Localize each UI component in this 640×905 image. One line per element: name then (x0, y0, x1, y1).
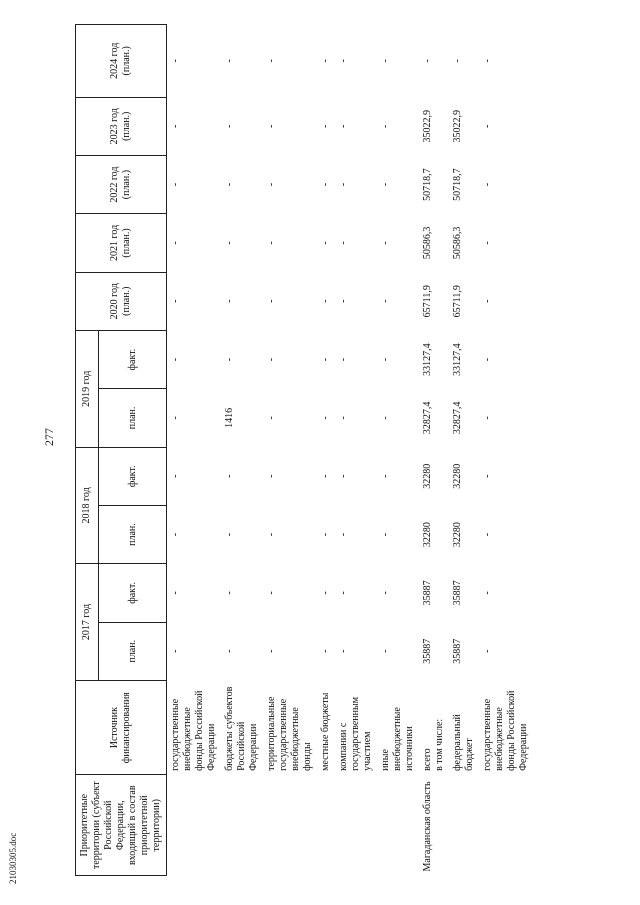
value-cell: 33127,4 (422, 343, 433, 376)
source-cell: иные внебюджетные источники (380, 707, 415, 771)
value-cell: - (482, 649, 493, 653)
value-cell: - (320, 532, 331, 537)
value-cell: - (380, 474, 391, 478)
value-cell: 32827,4 (422, 401, 433, 435)
header-year-2017: 2017 год (76, 564, 99, 681)
header-year-2018: 2018 год (76, 447, 99, 564)
value-cell: - (266, 649, 277, 653)
value-cell: - (338, 299, 349, 303)
value-cell: - (482, 182, 493, 187)
value-cell: - (380, 59, 391, 63)
header-2018-plan: план. (99, 505, 167, 563)
value-cell: 32280 (422, 522, 433, 548)
value-cell: - (224, 532, 235, 537)
value-cell: - (266, 532, 277, 537)
financing-table (75, 24, 533, 876)
value-cell: 35887 (452, 638, 463, 664)
value-cell: - (380, 416, 391, 420)
value-cell: 1416 (224, 407, 235, 428)
table-header (76, 25, 167, 876)
header-territory: Приоритетные территории (субъект Российской Федерации, входящий в состав приоритетной территории) (76, 775, 167, 876)
table-row (167, 25, 222, 876)
value-cell: - (320, 591, 331, 595)
header-source: Источник финансирования (76, 680, 167, 775)
value-cell: - (170, 649, 181, 653)
header-2018-fact: факт. (99, 447, 167, 505)
value-cell: - (224, 299, 235, 303)
table-row (317, 25, 335, 876)
value-cell: - (338, 532, 349, 537)
value-cell: - (338, 124, 349, 128)
document-id: 21030305.doc (8, 832, 18, 884)
table-row (263, 25, 317, 876)
value-cell: - (170, 182, 181, 187)
header-2019-plan: план. (99, 389, 167, 447)
value-cell: - (170, 124, 181, 128)
value-cell: - (224, 649, 235, 653)
header-2021-plan: 2021 год (план.) (76, 214, 167, 272)
table-row (419, 25, 449, 876)
value-cell: - (320, 474, 331, 478)
territory-cell (449, 775, 479, 876)
value-cell: - (170, 299, 181, 303)
table-row (221, 25, 263, 876)
territory-cell (479, 775, 533, 876)
value-cell: - (320, 182, 331, 187)
value-cell: - (224, 241, 235, 245)
header-2019-fact: факт. (99, 330, 167, 388)
value-cell: 35022,9 (422, 110, 433, 143)
value-cell: - (338, 591, 349, 595)
value-cell: - (224, 591, 235, 595)
value-cell: - (338, 182, 349, 187)
header-2023-plan: 2023 год (план.) (76, 97, 167, 155)
value-cell: - (380, 299, 391, 303)
value-cell: - (170, 416, 181, 420)
table-row (335, 25, 377, 876)
value-cell: - (482, 591, 493, 595)
value-cell: - (380, 649, 391, 653)
value-cell: - (266, 241, 277, 245)
value-cell: - (338, 416, 349, 420)
value-cell: - (320, 416, 331, 420)
source-cell: местные бюджеты (320, 692, 331, 771)
value-cell: - (170, 59, 181, 63)
source-cell: территориальные государственные внебюджетные фонды (266, 696, 313, 771)
value-cell: - (224, 357, 235, 362)
value-cell: 32280 (422, 463, 433, 489)
value-cell: - (380, 357, 391, 362)
header-2022-plan: 2022 год (план.) (76, 155, 167, 213)
value-cell: 50718,7 (422, 168, 433, 201)
value-cell: 35887 (452, 580, 463, 606)
value-cell: - (482, 124, 493, 128)
header-2017-plan: план. (99, 622, 167, 680)
value-cell: - (380, 124, 391, 128)
rotated-table-container (75, 24, 580, 876)
territory-cell (263, 775, 317, 876)
table-row (449, 25, 479, 876)
value-cell: - (224, 59, 235, 63)
value-cell: - (482, 416, 493, 420)
value-cell: 50586,3 (452, 226, 463, 260)
value-cell: - (320, 59, 331, 63)
source-cell: федеральный бюджет (452, 714, 475, 771)
value-cell: - (320, 649, 331, 653)
value-cell: - (482, 474, 493, 478)
table-row (479, 25, 533, 876)
value-cell: - (482, 241, 493, 245)
value-cell: - (170, 591, 181, 595)
source-cell: компании с государственным участием (338, 696, 373, 771)
value-cell: - (338, 241, 349, 245)
value-cell: 65711,9 (452, 285, 463, 318)
value-cell: - (224, 182, 235, 187)
territory-cell (221, 775, 263, 876)
value-cell: - (482, 59, 493, 63)
value-cell: - (266, 59, 277, 63)
value-cell: 35022,9 (452, 110, 463, 143)
value-cell: - (266, 416, 277, 420)
table-row (377, 25, 419, 876)
value-cell: 65711,9 (422, 285, 433, 318)
value-cell: - (224, 474, 235, 478)
value-cell: - (338, 649, 349, 653)
value-cell: - (320, 299, 331, 303)
value-cell: - (170, 357, 181, 362)
value-cell: 35887 (422, 638, 433, 664)
value-cell: - (452, 59, 463, 63)
value-cell: - (338, 474, 349, 478)
value-cell: - (380, 241, 391, 245)
value-cell: - (266, 591, 277, 595)
value-cell: - (380, 591, 391, 595)
header-2020-plan: 2020 год (план.) (76, 272, 167, 330)
value-cell: - (338, 357, 349, 362)
value-cell: - (320, 241, 331, 245)
value-cell: - (422, 59, 433, 63)
territory-cell (377, 775, 419, 876)
value-cell: - (380, 532, 391, 537)
source-cell: государственные внебюджетные фонды Российской Федерации (170, 690, 217, 771)
value-cell: - (482, 357, 493, 362)
value-cell: 32280 (452, 463, 463, 489)
value-cell: 33127,4 (452, 343, 463, 376)
source-cell: всего в том числе: (422, 718, 445, 771)
header-2024-plan: 2024 год (план.) (76, 25, 167, 98)
value-cell: - (320, 357, 331, 362)
value-cell: - (266, 182, 277, 187)
territory-cell (167, 775, 222, 876)
value-cell: - (320, 124, 331, 128)
value-cell: - (266, 474, 277, 478)
header-year-2019: 2019 год (76, 330, 99, 447)
header-2017-fact: факт. (99, 564, 167, 622)
value-cell: 32827,4 (452, 401, 463, 435)
source-cell: государственные внебюджетные фонды Российской Федерации (482, 690, 529, 771)
value-cell: - (482, 532, 493, 537)
value-cell: - (266, 357, 277, 362)
table-body (167, 25, 534, 876)
value-cell: - (170, 532, 181, 537)
value-cell: 50718,7 (452, 168, 463, 201)
value-cell: - (266, 299, 277, 303)
page-number: 277 (42, 428, 56, 446)
value-cell: - (224, 124, 235, 128)
value-cell: - (170, 474, 181, 478)
value-cell: - (266, 124, 277, 128)
territory-cell: Магаданская область (422, 781, 433, 872)
value-cell: - (482, 299, 493, 303)
value-cell: - (380, 182, 391, 187)
value-cell: 50586,3 (422, 226, 433, 260)
source-cell: бюджеты субъектов Российской Федерации (224, 686, 259, 771)
value-cell: 32280 (452, 522, 463, 548)
value-cell: - (338, 59, 349, 63)
territory-cell (335, 775, 377, 876)
territory-cell (317, 775, 335, 876)
value-cell: - (170, 241, 181, 245)
value-cell: 35887 (422, 580, 433, 606)
